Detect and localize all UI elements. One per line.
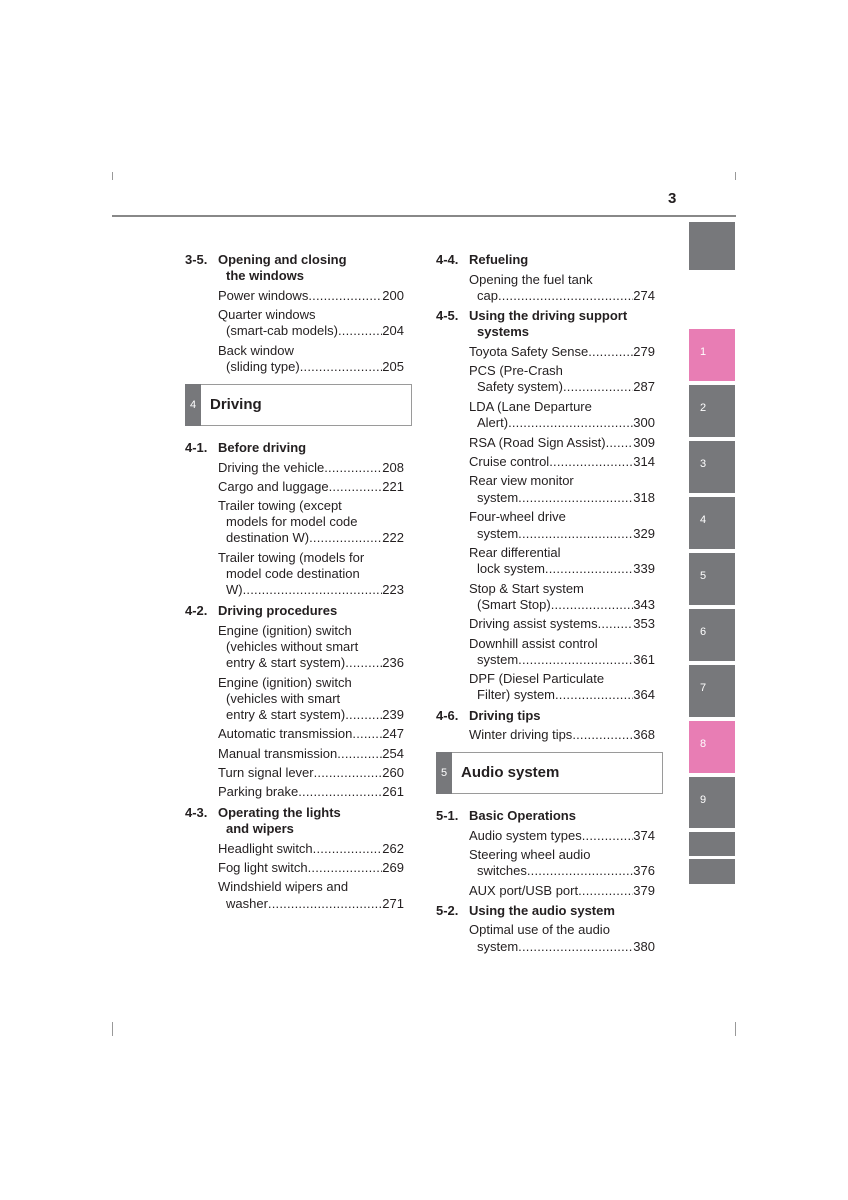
section-title: Driving tips	[469, 708, 541, 723]
leader-dots	[338, 323, 382, 339]
chapter-heading-driving[interactable]	[185, 384, 412, 426]
toc-entry-winter-driving-tips[interactable]	[469, 727, 655, 743]
toc-entry-windshield-wipers-cont[interactable]	[226, 896, 404, 912]
entry-title-cont: system	[477, 652, 519, 667]
toc-entry-rear-differential-cont[interactable]	[477, 561, 655, 577]
entry-page: 254	[382, 746, 404, 761]
entry-title: Opening the fuel tank	[469, 272, 593, 287]
crop-mark	[735, 1022, 736, 1036]
section-title: Using the driving support	[469, 308, 628, 323]
side-tab-label: 3	[700, 458, 707, 470]
leader-dots	[345, 655, 382, 671]
entry-page: 262	[382, 841, 404, 856]
toc-entry-engine-switch-2[interactable]	[218, 675, 352, 691]
toc-entry-trailer-towing-models[interactable]	[218, 550, 364, 566]
section-title: Operating the lights	[218, 805, 341, 820]
entry-page: 353	[633, 616, 655, 631]
entry-title-cont: (vehicles without smart	[226, 639, 359, 654]
entry-title-cont: W)	[226, 582, 243, 597]
chapter-number: 4	[185, 384, 201, 426]
section-number: 3-5.	[185, 252, 208, 267]
entry-page: 287	[633, 379, 655, 394]
section-number: 4-3.	[185, 805, 208, 820]
section-title: Before driving	[218, 440, 307, 455]
entry-title-cont: washer	[226, 896, 268, 911]
entry-page: 368	[633, 727, 655, 742]
entry-title: Audio system types	[469, 828, 582, 843]
toc-entry-dpf-cont[interactable]	[477, 687, 655, 703]
entry-title: DPF (Diesel Particulate	[469, 671, 605, 686]
entry-page: 380	[633, 939, 655, 954]
entry-page: 343	[633, 597, 655, 612]
entry-title-cont: system	[477, 526, 519, 541]
toc-entry-lda[interactable]	[469, 399, 592, 415]
entry-title: Turn signal lever	[218, 765, 314, 780]
entry-title: Quarter windows	[218, 307, 316, 322]
entry-title: Engine (ignition) switch	[218, 623, 352, 638]
side-tab-label: 4	[700, 514, 707, 526]
entry-title: RSA (Road Sign Assist)	[469, 435, 606, 450]
section-number: 4-2.	[185, 603, 208, 618]
toc-entry-steering-wheel-audio[interactable]	[469, 847, 590, 863]
side-tab-label: 2	[700, 402, 707, 414]
entry-title: Winter driving tips	[469, 727, 573, 742]
entry-title: Cargo and luggage	[218, 479, 329, 494]
toc-entry-rear-view-monitor[interactable]	[469, 473, 574, 489]
entry-title-cont: switches	[477, 863, 527, 878]
toc-entry-automatic-transmission[interactable]	[218, 726, 404, 742]
entry-title: Back window	[218, 343, 294, 358]
entry-title: Engine (ignition) switch	[218, 675, 352, 690]
side-tab-label: 8	[700, 738, 707, 750]
leader-dots	[309, 530, 382, 546]
toc-entry-fog-light-switch[interactable]	[218, 860, 404, 876]
entry-page: 221	[382, 479, 404, 494]
entry-page: 374	[633, 828, 655, 843]
leader-dots	[352, 726, 382, 742]
entry-page: 339	[633, 561, 655, 576]
entry-title: Optimal use of the audio	[469, 922, 610, 937]
entry-title: Downhill assist control	[469, 636, 598, 651]
crop-mark	[735, 172, 736, 180]
entry-page: 379	[633, 883, 655, 898]
leader-dots	[329, 479, 383, 495]
entry-title-cont: (vehicles with smart	[226, 691, 341, 706]
leader-dots	[545, 561, 633, 577]
chapter-title: Audio system	[461, 764, 560, 781]
leader-dots	[518, 526, 633, 542]
side-tab-2[interactable]	[689, 385, 735, 437]
side-tab-4[interactable]	[689, 497, 735, 549]
entry-title-cont: entry & start system)	[226, 707, 346, 722]
side-tab-label: 9	[700, 794, 707, 806]
leader-dots	[324, 460, 382, 476]
toc-entry-aux-usb-port[interactable]	[469, 883, 655, 899]
entry-title-cont: Filter) system	[477, 687, 555, 702]
side-tab-8[interactable]	[689, 721, 735, 773]
header-rule	[112, 215, 736, 217]
side-tab-extra-1[interactable]	[689, 832, 735, 856]
toc-entry-toyota-safety-sense[interactable]	[469, 344, 655, 360]
entry-page: 318	[633, 490, 655, 505]
toc-entry-cruise-control[interactable]	[469, 454, 655, 470]
leader-dots	[345, 707, 382, 723]
toc-entry-lda-cont[interactable]	[477, 415, 655, 431]
entry-page: 261	[382, 784, 404, 799]
toc-entry-engine-switch-1-cont2[interactable]	[226, 655, 404, 671]
entry-title-cont: models for model code	[226, 514, 358, 529]
section-title: Driving procedures	[218, 603, 338, 618]
leader-dots	[308, 288, 382, 304]
entry-title-cont: entry & start system)	[226, 655, 346, 670]
toc-entry-optimal-use-audio-cont[interactable]	[477, 939, 655, 955]
entry-title-cont: (smart-cab models)	[226, 323, 338, 338]
toc-entry-rear-differential[interactable]	[469, 545, 561, 561]
toc-entry-dpf[interactable]	[469, 671, 604, 687]
entry-title: Toyota Safety Sense	[469, 344, 589, 359]
leader-dots	[588, 344, 633, 360]
entry-page: 236	[382, 655, 404, 670]
toc-entry-stop-start-cont[interactable]	[477, 597, 655, 613]
toc-entry-engine-switch-2-cont[interactable]	[226, 691, 340, 707]
side-tab-label: 5	[700, 570, 707, 582]
leader-dots	[572, 727, 633, 743]
entry-title: Headlight switch	[218, 841, 313, 856]
entry-page: 208	[382, 460, 404, 475]
entry-page: 222	[382, 530, 404, 545]
entry-page: 361	[633, 652, 655, 667]
entry-title: Fog light switch	[218, 860, 308, 875]
entry-title: Steering wheel audio	[469, 847, 591, 862]
toc-entry-trailer-towing-models-cont2[interactable]	[226, 582, 404, 598]
leader-dots	[555, 687, 633, 703]
section-number: 4-4.	[436, 252, 459, 267]
side-tab-5[interactable]	[689, 553, 735, 605]
chapter-title: Driving	[210, 396, 262, 413]
toc-entry-four-wheel-drive-cont[interactable]	[477, 526, 655, 542]
entry-page: 314	[633, 454, 655, 469]
leader-dots	[527, 863, 633, 879]
side-tab-label: 7	[700, 682, 707, 694]
toc-entry-pcs-cont[interactable]	[477, 379, 655, 395]
entry-title: Parking brake	[218, 784, 299, 799]
leader-dots	[313, 841, 383, 857]
leader-dots	[508, 415, 633, 431]
toc-entry-trailer-towing-models-cont[interactable]	[226, 566, 360, 582]
entry-page: 274	[633, 288, 655, 303]
side-tab-6[interactable]	[689, 609, 735, 661]
toc-entry-trailer-towing-except[interactable]	[218, 498, 342, 514]
leader-dots	[578, 883, 633, 899]
leader-dots	[549, 454, 633, 470]
leader-dots	[337, 746, 382, 762]
toc-entry-power-windows[interactable]	[218, 288, 404, 304]
leader-dots	[518, 490, 633, 506]
crop-mark	[112, 1022, 113, 1036]
entry-title: Cruise control	[469, 454, 550, 469]
toc-entry-trailer-towing-except-cont[interactable]	[226, 514, 358, 530]
entry-page: 279	[633, 344, 655, 359]
crop-mark	[112, 172, 113, 180]
toc-entry-engine-switch-2-cont2[interactable]	[226, 707, 404, 723]
entry-title: Driving the vehicle	[218, 460, 325, 475]
section-number: 5-2.	[436, 903, 459, 918]
section-number: 4-6.	[436, 708, 459, 723]
leader-dots	[498, 288, 633, 304]
entry-page: 364	[633, 687, 655, 702]
entry-page: 204	[382, 323, 404, 338]
entry-title: Four-wheel drive	[469, 509, 566, 524]
toc-entry-stop-start[interactable]	[469, 581, 584, 597]
entry-title-cont: model code destination	[226, 566, 360, 581]
side-tab-1[interactable]	[689, 329, 735, 381]
toc-entry-manual-transmission[interactable]	[218, 746, 404, 762]
chapter-heading-audio-system[interactable]	[436, 752, 663, 794]
toc-entry-steering-wheel-audio-cont[interactable]	[477, 863, 655, 879]
section-title: Refueling	[469, 252, 529, 267]
entry-page: 269	[382, 860, 404, 875]
toc-entry-parking-brake[interactable]	[218, 784, 404, 800]
entry-page: 223	[382, 582, 404, 597]
entry-page: 200	[382, 288, 404, 303]
leader-dots	[598, 616, 634, 632]
entry-title-cont: (sliding type)	[226, 359, 300, 374]
entry-title: Rear view monitor	[469, 473, 574, 488]
section-title: Opening and closing	[218, 252, 347, 267]
entry-title-cont: lock system	[477, 561, 545, 576]
entry-title-cont: system	[477, 490, 519, 505]
toc-entry-audio-system-types[interactable]	[469, 828, 655, 844]
entry-page: 239	[382, 707, 404, 722]
toc-entry-driving-the-vehicle[interactable]	[218, 460, 404, 476]
entry-title: Rear differential	[469, 545, 561, 560]
leader-dots	[563, 379, 633, 395]
toc-entry-fuel-tank-cap[interactable]	[469, 272, 593, 288]
leader-dots	[551, 597, 634, 613]
toc-entry-headlight-switch[interactable]	[218, 841, 404, 857]
toc-entry-rear-view-monitor-cont[interactable]	[477, 490, 655, 506]
toc-entry-windshield-wipers[interactable]	[218, 879, 348, 895]
entry-title: AUX port/USB port	[469, 883, 579, 898]
toc-entry-rsa[interactable]	[469, 435, 655, 451]
entry-page: 260	[382, 765, 404, 780]
side-tab-index[interactable]	[689, 222, 735, 270]
side-tab-label: 6	[700, 626, 707, 638]
entry-page: 300	[633, 415, 655, 430]
side-tab-7[interactable]	[689, 665, 735, 717]
toc-entry-engine-switch-1-cont[interactable]	[226, 639, 358, 655]
leader-dots	[314, 765, 383, 781]
entry-page: 329	[633, 526, 655, 541]
chapter-number: 5	[436, 752, 452, 794]
entry-title-cont: destination W)	[226, 530, 310, 545]
toc-entry-pcs[interactable]	[469, 363, 563, 379]
entry-page: 376	[633, 863, 655, 878]
toc-entry-back-window[interactable]	[218, 343, 294, 359]
leader-dots	[518, 652, 633, 668]
leader-dots	[268, 896, 382, 912]
toc-entry-downhill-assist[interactable]	[469, 636, 598, 652]
toc-entry-driving-assist-systems[interactable]	[469, 616, 655, 632]
section-title-line2: systems	[477, 324, 530, 339]
section-title-line2: the windows	[226, 268, 304, 283]
toc-entry-optimal-use-audio[interactable]	[469, 922, 610, 938]
entry-title-cont: (Smart Stop)	[477, 597, 551, 612]
entry-page: 309	[633, 435, 655, 450]
side-tab-extra-2[interactable]	[689, 859, 735, 884]
entry-title: Power windows	[218, 288, 309, 303]
entry-title: Stop & Start system	[469, 581, 584, 596]
toc-entry-engine-switch-1[interactable]	[218, 623, 352, 639]
entry-title: Trailer towing (models for	[218, 550, 365, 565]
leader-dots	[243, 582, 383, 598]
toc-entry-fuel-tank-cap-cont[interactable]	[477, 288, 655, 304]
leader-dots	[518, 939, 633, 955]
entry-title-cont: system	[477, 939, 519, 954]
leader-dots	[308, 860, 383, 876]
entry-title: Automatic transmission	[218, 726, 353, 741]
toc-entry-four-wheel-drive[interactable]	[469, 509, 566, 525]
entry-title-cont: cap	[477, 288, 498, 303]
toc-entry-downhill-assist-cont[interactable]	[477, 652, 655, 668]
toc-entry-cargo-and-luggage[interactable]	[218, 479, 404, 495]
leader-dots	[606, 435, 634, 451]
side-tab-3[interactable]	[689, 441, 735, 493]
entry-title: PCS (Pre-Crash	[469, 363, 563, 378]
entry-title: Trailer towing (except	[218, 498, 342, 513]
toc-entry-trailer-towing-except-cont2[interactable]	[226, 530, 404, 546]
leader-dots	[300, 359, 383, 375]
section-number: 4-1.	[185, 440, 208, 455]
entry-title-cont: Alert)	[477, 415, 509, 430]
entry-page: 271	[382, 896, 404, 911]
toc-entry-quarter-windows-cont[interactable]	[226, 323, 404, 339]
section-title-line2: and wipers	[226, 821, 294, 836]
page-number: 3	[668, 190, 677, 207]
section-title: Using the audio system	[469, 903, 615, 918]
side-tab-label: 1	[700, 346, 707, 358]
leader-dots	[298, 784, 382, 800]
entry-title-cont: Safety system)	[477, 379, 563, 394]
entry-title: Manual transmission	[218, 746, 338, 761]
side-tab-9[interactable]	[689, 777, 735, 828]
entry-page: 205	[382, 359, 404, 374]
entry-title: LDA (Lane Departure	[469, 399, 592, 414]
section-number: 5-1.	[436, 808, 459, 823]
entry-title: Windshield wipers and	[218, 879, 349, 894]
entry-page: 247	[382, 726, 404, 741]
toc-entry-quarter-windows[interactable]	[218, 307, 316, 323]
section-title: Basic Operations	[469, 808, 576, 823]
leader-dots	[582, 828, 634, 844]
section-number: 4-5.	[436, 308, 459, 323]
toc-entry-back-window-cont[interactable]	[226, 359, 404, 375]
entry-title: Driving assist systems	[469, 616, 598, 631]
toc-entry-turn-signal-lever[interactable]	[218, 765, 404, 781]
